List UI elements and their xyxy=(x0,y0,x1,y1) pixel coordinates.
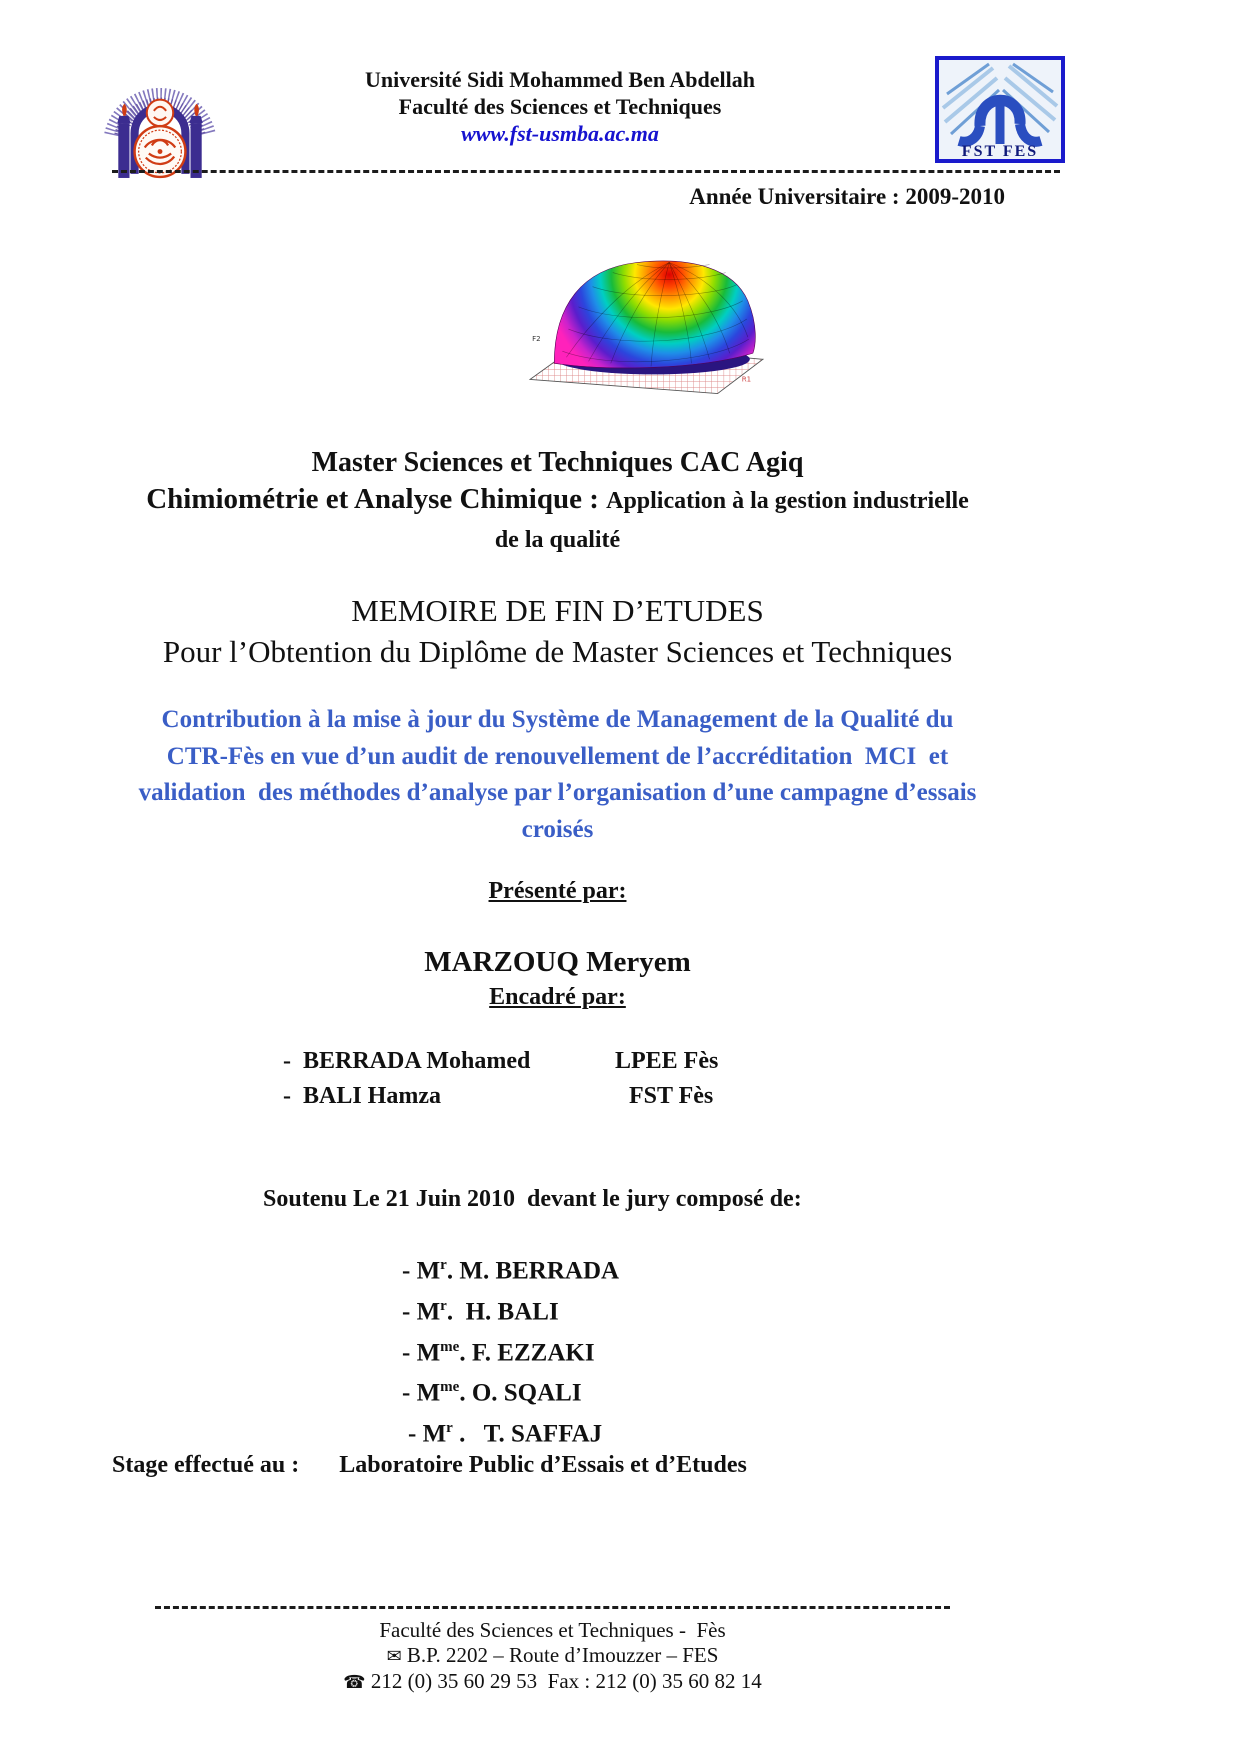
program-title-block xyxy=(100,444,1015,559)
memoire-heading xyxy=(100,590,1015,672)
supervisor-name: - BERRADA Mohamed xyxy=(283,1048,531,1074)
master-title: Master Sciences et Techniques CAC Agiq xyxy=(311,447,804,478)
specialty-line xyxy=(100,481,1015,522)
thesis-title-line: croisés xyxy=(521,815,594,843)
header-divider xyxy=(112,170,1060,173)
thesis-title-line: CTR-Fès en vue d’un audit de renouvellement de l’accréditation MCI et xyxy=(166,742,949,770)
footer-phone: ☎ 212 (0) 35 60 29 53 Fax : 212 (0) 35 60 82 14 xyxy=(343,1669,762,1693)
internship-label: Stage effectué au : xyxy=(112,1452,300,1478)
presented-by-label: Présenté par: xyxy=(488,878,627,904)
internship-place: Laboratoire Public d’Essais et d’Etudes xyxy=(339,1452,747,1478)
footer xyxy=(155,1618,950,1696)
plot-axis-r1-label: R1 xyxy=(741,374,752,384)
footer-divider xyxy=(155,1606,950,1609)
supervisors-list xyxy=(283,1044,718,1114)
phone-icon: ☎ xyxy=(343,1672,366,1693)
mail-icon: ✉ xyxy=(386,1645,402,1667)
specialty-sub: Application à la gestion industrielle xyxy=(606,488,969,514)
website-link[interactable]: www.fst-usmba.ac.ma xyxy=(461,121,659,146)
academic-year: Année Universitaire : 2009-2010 xyxy=(689,184,1005,209)
supervisor-row xyxy=(283,1079,718,1114)
jury-member: - $M^{me}$. F. EZZAKI xyxy=(402,1338,595,1366)
supervised-by-label: Encadré par: xyxy=(489,984,626,1010)
surface-plot-figure xyxy=(518,248,770,405)
jury-member: - $M^r$. M. BERRADA xyxy=(402,1257,620,1285)
plot-axis-f2-label: F2 xyxy=(532,334,541,344)
footer-address: ✉ B.P. 2202 – Route d’Imouzzer – FES xyxy=(386,1642,719,1667)
thesis-title-line: validation des méthodes d’analyse par l’organisation d’une campagne d’essais xyxy=(138,779,977,806)
fst-fes-logo-icon xyxy=(935,56,1065,168)
jury-list xyxy=(402,1248,619,1452)
header xyxy=(300,66,820,147)
faculty-name: Faculté des Sciences et Techniques xyxy=(398,94,722,119)
supervisor-row xyxy=(283,1044,718,1079)
supervisor-name: - BALI Hamza xyxy=(283,1083,441,1109)
jury-member: - $M^r$ . T. SAFFAJ xyxy=(408,1420,603,1448)
university-seal-icon xyxy=(104,60,216,185)
internship-line xyxy=(112,1452,747,1479)
thesis-title-line: Contribution à la mise à jour du Système de Management de la Qualité du xyxy=(161,706,954,733)
memoire-title: MEMOIRE DE FIN D’ETUDES xyxy=(351,593,764,628)
jury-member: - $M^r$. H. BALI xyxy=(402,1297,559,1326)
supervisor-org: LPEE Fès xyxy=(615,1048,719,1074)
university-name: Université Sidi Mohammed Ben Abdellah xyxy=(365,67,755,92)
memoire-subtitle: Pour l’Obtention du Diplôme de Master Sciences et Techniques xyxy=(162,634,953,669)
footer-faculty: Faculté des Sciences et Techniques - Fès xyxy=(379,1618,726,1642)
defense-intro: Soutenu Le 21 Juin 2010 devant le jury composé de: xyxy=(263,1186,802,1212)
specialty-main: Chimiométrie et Analyse Chimique : xyxy=(146,483,607,515)
supervisor-org: FST Fès xyxy=(629,1083,714,1109)
jury-member: - $M^{me}$. O. SQALI xyxy=(402,1379,582,1407)
fst-logo-caption: FST FES xyxy=(961,143,1039,160)
specialty-line2: de la qualité xyxy=(494,527,621,553)
author-name: MARZOUQ Meryem xyxy=(424,946,691,978)
thesis-title xyxy=(100,702,1015,848)
